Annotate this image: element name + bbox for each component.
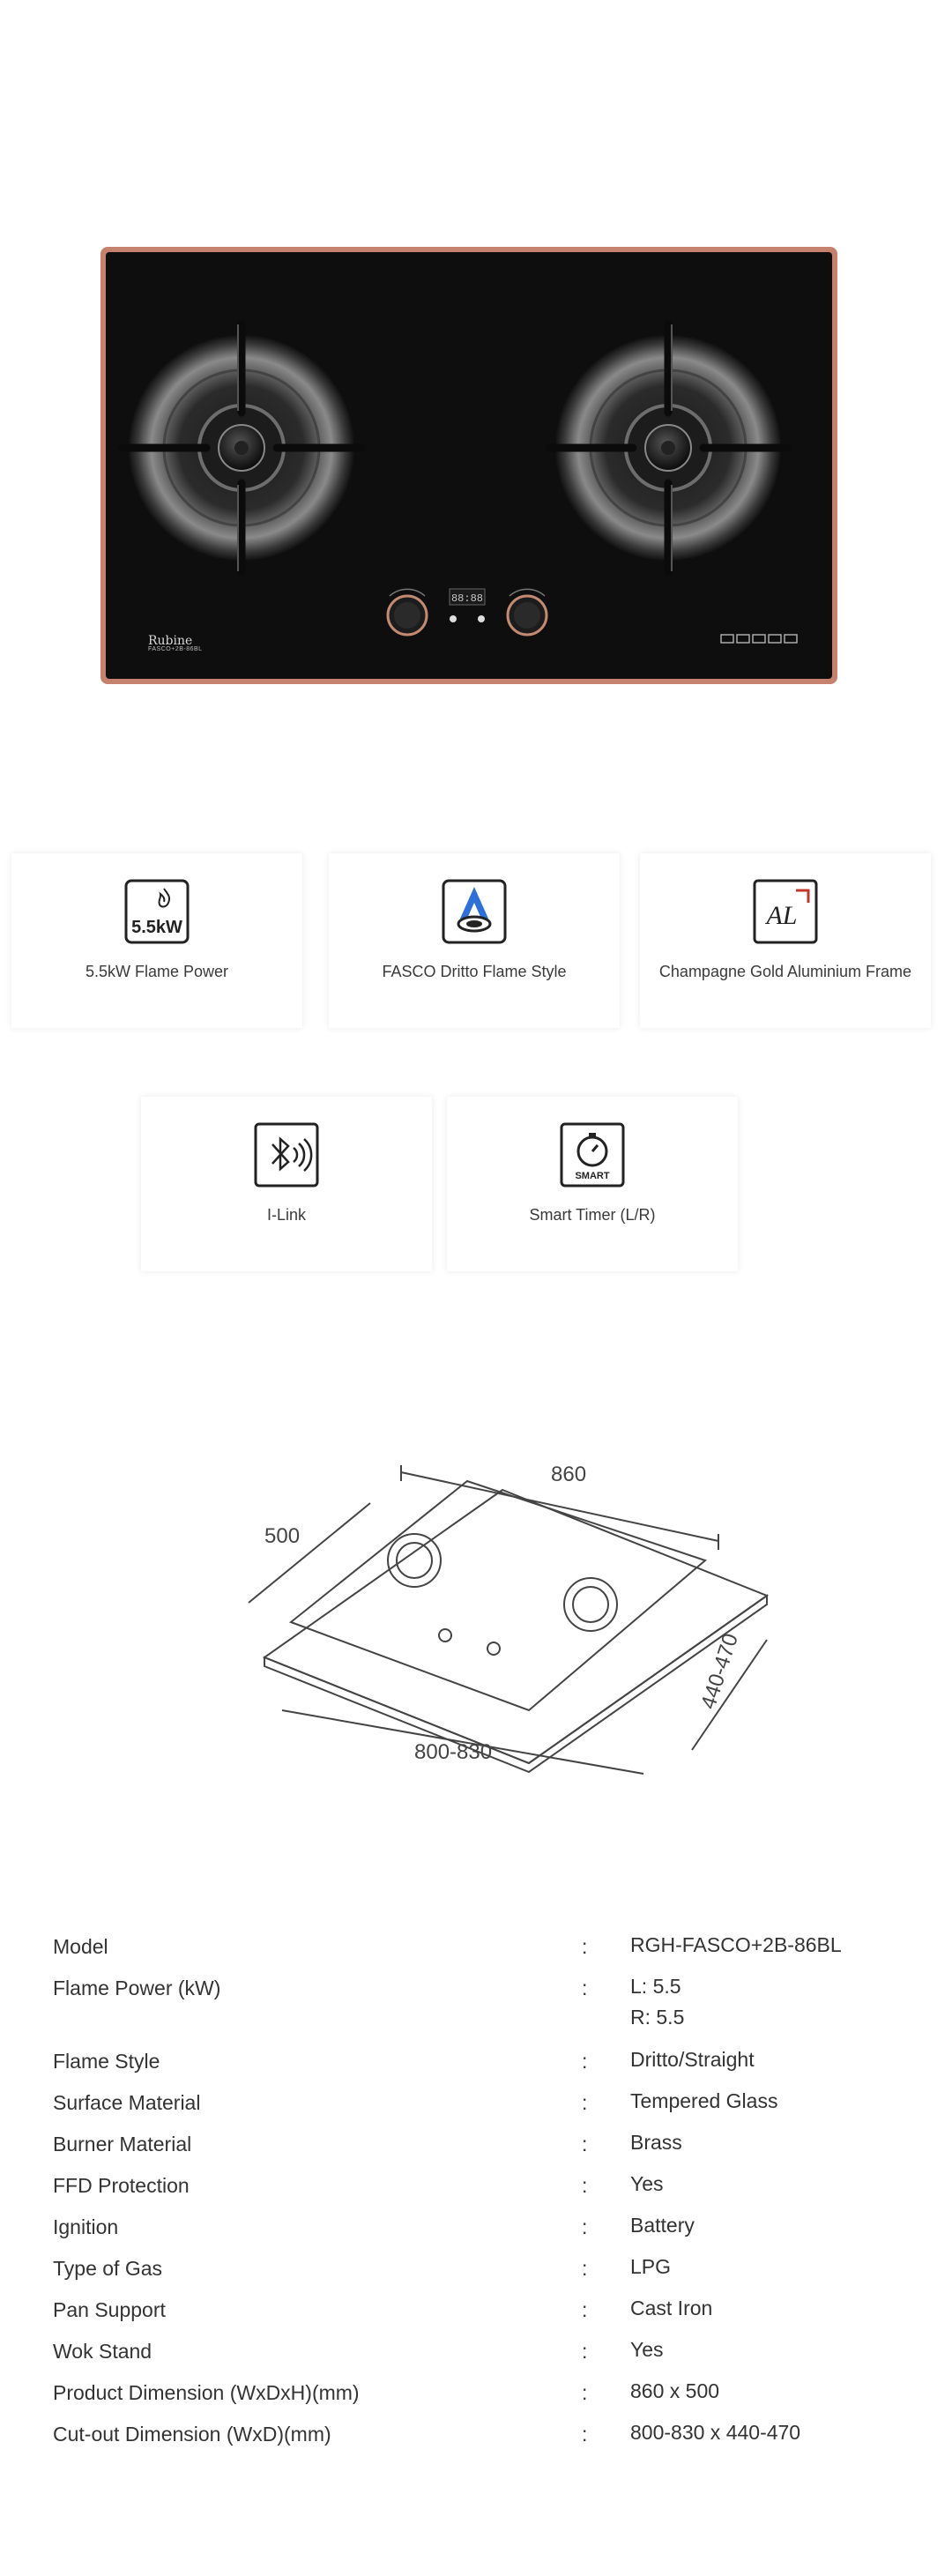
spec-value: Yes [630,2338,664,2361]
feature-label: 5.5kW Flame Power [85,963,229,980]
dimension-drawing [238,1446,785,1798]
spec-key: Flame Style [53,2050,160,2073]
spec-key: FFD Protection [53,2174,190,2197]
spec-value: Battery [630,2214,695,2237]
spec-key: Cut-out Dimension (WxD)(mm) [53,2423,331,2446]
spec-separator: : [582,2257,588,2280]
spec-separator: : [582,2091,588,2114]
spec-separator: : [582,2298,588,2321]
width-label: 860 [551,1463,587,1486]
spec-value: LPG [630,2255,672,2278]
feature-label: FASCO Dritto Flame Style [382,963,567,980]
flame-style-icon [441,878,508,945]
spec-value: L: 5.5 R: 5.5 [630,1975,685,2029]
spec-separator: : [582,1935,588,1958]
spec-value: RGH-FASCO+2B-86BL [630,1933,842,1956]
spec-value: Yes [630,2172,664,2195]
spec-separator: : [582,2174,588,2197]
flame-power-icon [123,878,190,945]
feature-card [447,1097,738,1271]
model-print: FASCO+2B-86BL [148,646,203,652]
spec-separator: : [582,2050,588,2073]
spec-key: Burner Material [53,2133,192,2155]
cutout-depth-label: 440-470 [696,1630,743,1712]
spec-separator: : [582,2381,588,2404]
spec-value: 860 x 500 [630,2379,720,2402]
spec-value: Tempered Glass [630,2089,778,2112]
spec-separator: : [582,2340,588,2363]
aluminium-frame-icon [752,878,819,945]
svg-text:AL: AL [766,901,798,930]
spec-key: Flame Power (kW) [53,1977,221,1999]
depth-label: 500 [264,1524,301,1548]
feature-label: I-Link [266,1206,306,1224]
timer-display: 88:88 [450,592,484,605]
spec-key: Product Dimension (WxDxH)(mm) [53,2381,360,2404]
spec-separator: : [582,2423,588,2446]
svg-text:SMART: SMART [575,1171,610,1181]
spec-key: Ignition [53,2215,119,2238]
feature-label: Champagne Gold Aluminium Frame [658,963,912,980]
spec-value: 800-830 x 440-470 [630,2421,801,2444]
brand-logo: Rubine [148,634,193,648]
spec-key: Model [53,1935,108,1958]
spec-value: Cast Iron [630,2297,713,2319]
bluetooth-link-icon [253,1121,320,1188]
spec-key: Pan Support [53,2298,166,2321]
product-image [99,245,839,686]
feature-card [11,853,302,1028]
cutout-width-label: 800-830 [414,1740,493,1764]
feature-label: Smart Timer (L/R) [529,1206,656,1224]
spec-separator: : [582,1977,588,1999]
spec-value: Dritto/Straight [630,2048,755,2071]
spec-separator: : [582,2133,588,2155]
spec-separator: : [582,2215,588,2238]
feature-card [329,853,620,1028]
svg-text:5.5kW: 5.5kW [131,918,182,937]
smart-timer-icon [559,1121,626,1188]
spec-key: Surface Material [53,2091,201,2114]
feature-card [141,1097,432,1271]
spec-key: Wok Stand [53,2340,152,2363]
spec-value: Brass [630,2131,682,2154]
spec-key: Type of Gas [53,2257,163,2280]
feature-card [640,853,931,1028]
